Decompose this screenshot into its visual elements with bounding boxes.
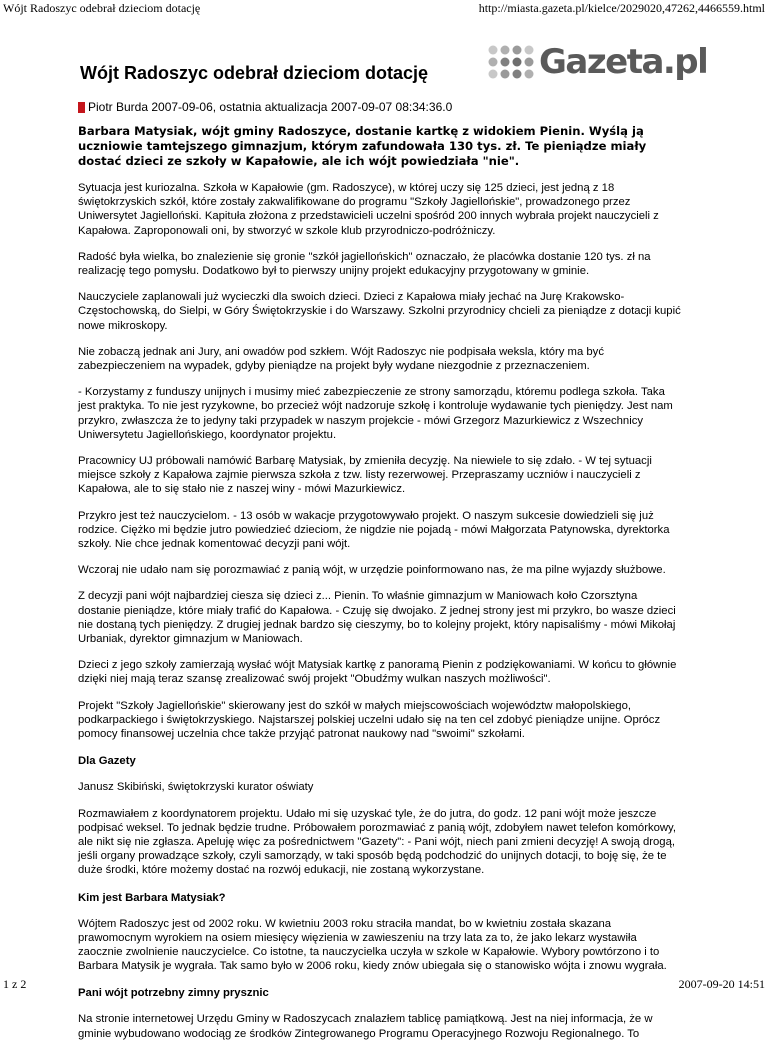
paragraph: Wójtem Radoszyc jest od 2002 roku. W kwietniu 2003 roku straciła mandat, bo w kwietniu została skazana prawomocnym wyrokiem na osiem miesięcy więzienia w zawieszeniu na trzy lata za to, że jako lekarz wystawiła zaocznie zwolnienie nauczycielce. Co istotne, ta nauczycielka uczyła w szkole w Kapałowie. Wybory powtórzono i to Barbara Matysik je wygrała. Tak samo było w 2006 roku, kiedy znów ubiegała się o stanowisko wójta i znowu wygrała.	[78, 917, 667, 973]
paragraph: Janusz Skibiński, świętokrzyski kurator oświaty	[78, 781, 314, 794]
print-header-title: Wójt Radoszyc odebrał dzieciom dotację	[3, 1, 201, 15]
paragraph: Na stronie internetowej Urzędu Gminy w Radoszycach znalazłem tablicę pamiątkową. Jest na niej informacja, że w gminie wybudowano wodociąg ze środków Zintegrowanego Programu Operacyjnego Rozwoju Regionalnego. To	[78, 1013, 653, 1040]
gazeta-logo	[487, 38, 708, 88]
paragraph: Dzieci z jego szkoły zamierzają wysłać wójt Matysiak kartkę z panoramą Pienin z podziękowaniami. W końcu to głównie dzięki niej mają teraz szansę zrealizować swój projekt "Obudźmy wulkan naszych możliwości".	[78, 659, 677, 686]
paragraph: Projekt "Szkoły Jagiellońskie" skierowany jest do szkół w małych miejscowościach województw małopolskiego, podkarpackiego i świętokrzyskiego. Najstarszej polskiej uczelni udało się na ten cel zdobyć pieniądze unijne. Oprócz pomocy finansowej uczelnia chce także przyjąć patronat naukowy nad "swoimi" szkołami.	[78, 699, 661, 741]
paragraph: Sytuacja jest kuriozalna. Szkoła w Kapałowie (gm. Radoszyce), w której uczy się 125 dzieci, jest jedną z 18 świętokrzyskich szkół, które zostały zakwalifikowane do programu "Szkoły Jagiellońskie", prowadzonego przez Uniwersytet Jagielloński. Kapituła złożona z przedstawicieli uczelni spośród 200 innych wybrała projekt nauczycieli z Kapałowa. Zaproponowali oni, by stworzyć w szkole klub przyrodniczo-podróżniczy.	[78, 182, 659, 237]
paragraph: Radość była wielka, bo znalezienie się gronie "szkół jagiellońskich" oznaczało, że placówka dostanie 120 tys. zł na realizację tego pomysłu. Dodatkowo był to pierwszy unijny projekt edukacyjny przygotowany w gminie.	[78, 250, 651, 278]
paragraph: Rozmawiałem z koordynatorem projektu. Udało mi się uzyskać tyle, że do jutra, do godz. 12 pani wójt może jeszcze podpisać weksel. To jednak będzie trudne. Próbowałem porozmawiać z panią wójt, zdobyłem nawet telefon komórkowy, ale nikt się nie zgłasza. Apeluję więc za pośrednictwem "Gazety": - Pani wójt, niech pani zmieni decyzję! A swoją drogą, jeśli organy prowadzące szkoły, czyli samorządy, w taki sposób będą podchodzić do unijnych dotacji, to boję się, że te duże środki, które możemy dostać na rozwój edukacji, nie zostaną wykorzystane.	[78, 807, 677, 877]
paragraph: Z decyzji pani wójt najbardziej ciesza się dzieci z... Pienin. To właśnie gimnazjum w Maniowach koło Czorsztyna dostanie pieniądze, które miały trafić do Kapałowa. - Czuję się dwojako. Z jednej strony jest mi przykro, bo wasze dzieci nie dostaną tych pieniędzy. Z drugiej jednak bardzo się cieszymy, bo to kolejny projekt, który napisaliśmy - mówi Mikołaj Urbaniak, dyrektor gimnazjum w Maniowach.	[78, 590, 676, 646]
print-header	[0, 0, 768, 16]
section-heading: Kim jest Barbara Matysiak?	[78, 891, 226, 904]
section-heading: Dla Gazety	[78, 755, 136, 768]
article-title: Wójt Radoszyc odebrał dzieciom dotację	[80, 63, 429, 83]
article-body	[78, 181, 682, 1041]
logo-dots-icon	[487, 44, 535, 84]
logo-text: Gazeta.pl	[539, 42, 708, 82]
print-footer	[0, 976, 768, 994]
byline	[78, 100, 682, 114]
page-number: 1 z 2	[3, 977, 27, 991]
article	[78, 38, 708, 1041]
paragraph: - Korzystamy z funduszy unijnych i musimy mieć zabezpieczenie ze strony samorządu, któremu podlega szkoła. Taka jest praktyka. To nie jest ryzykowne, bo przecież wójt nadzoruje szkołę i kontroluje wydawanie tych pieniędzy. Jest nam przykro, zwłaszcza że to jedyny taki przypadek w naszym projekcie - mówi Grzegorz Mazurkiewicz z Wszechnicy Uniwersytetu Jagiellońskiego, koordynator projektu.	[78, 386, 673, 441]
paragraph: Nie zobaczą jednak ani Jury, ani owadów pod szkłem. Wójt Radoszyc nie podpisała weksla, który ma być zabezpieczeniem na wypadek, gdyby pieniądze na projekt były wydane niezgodnie z przeznaczeniem.	[78, 345, 604, 373]
paragraph: Wczoraj nie udało nam się porozmawiać z panią wójt, w urzędzie poinformowano nas, że ma pilne wyjazdy służbowe.	[78, 564, 666, 577]
article-lead: Barbara Matysiak, wójt gminy Radoszyce, dostanie kartkę z widokiem Pienin. Wyślą ją uczniowie tamtejszego gimnazjum, którym zafundowała 130 tys. zł. Te pieniądze miały dostać dzieci ze szkoły w Kapałowie, ale ich wójt powiedziała "nie".	[78, 124, 647, 168]
print-datetime: 2007-09-20 14:51	[678, 977, 765, 991]
section-heading: Pani wójt potrzebny zimny prysznic	[78, 987, 269, 1000]
print-header-url: http://miasta.gazeta.pl/kielce/2029020,47262,4466559.html	[478, 1, 765, 15]
byline-marker-icon	[78, 102, 85, 113]
paragraph: Przykro jest też nauczycielom. - 13 osób w wakacje przygotowywało projekt. O naszym sukcesie dowiedzieli się już rodzice. Ciężko mi będzie jutro powiedzieć dzieciom, że nigdzie nie pojadą - mówi Małgorzata Patynowska, dyrektorka szkoły. Nie chce jednak komentować decyzji pani wójt.	[78, 509, 670, 551]
paragraph: Pracownicy UJ próbowali namówić Barbarę Matysiak, by zmieniła decyzję. Na niewiele to się zdało. - W tej sytuacji miejsce szkoły z Kapałowa zajmie pierwsza szkoła z tzw. listy rezerwowej. Przepraszamy uczniów i nauczycieli z Kapałowa, ale to się stało nie z naszej winy - mówi Mazurkiewicz.	[78, 455, 652, 496]
byline-text: Piotr Burda 2007-09-06, ostatnia aktualizacja 2007-09-07 08:34:36.0	[88, 100, 453, 114]
title-row	[78, 38, 708, 98]
paragraph: Nauczyciele zaplanowali już wycieczki dla swoich dzieci. Dzieci z Kapałowa miały jechać na Jurę Krakowsko-Częstochowską, do Sielpi, w Góry Świętokrzyskie i do Warszawy. Szkolni przyrodnicy chcieli za pieniądze z dotacji kupić nowe mikroskopy.	[78, 291, 681, 332]
